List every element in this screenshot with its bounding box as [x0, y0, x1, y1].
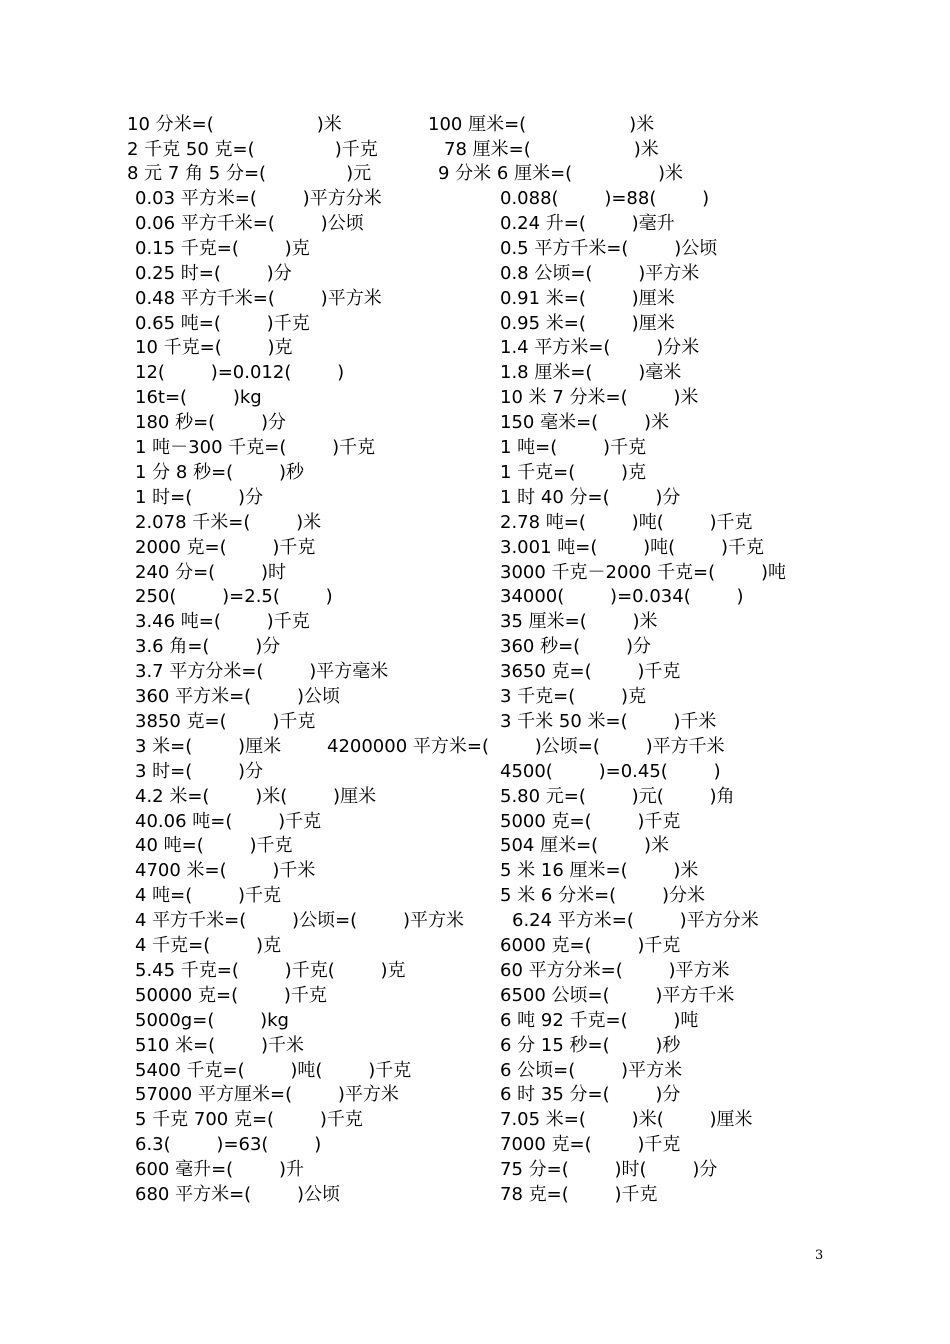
exercise-item: 240 分=( )时 [135, 562, 286, 583]
exercise-item: 2.78 吨=( )吨( )千克 [500, 512, 753, 533]
exercise-item: 75 分=( )时( )分 [500, 1159, 718, 1180]
exercise-item: 5 米 16 厘米=( )米 [500, 860, 699, 881]
exercise-item: 3000 千克－2000 千克=( )吨 [500, 562, 786, 583]
exercise-item: 3 时=( )分 [135, 761, 264, 782]
exercise-item: 5.80 元=( )元( )角 [500, 786, 735, 807]
exercise-item: 60 平方分米=( )平方米 [500, 960, 730, 981]
exercise-item: 6500 公顷=( )平方千米 [500, 985, 735, 1006]
exercise-item: 250( )=2.5( ) [135, 586, 333, 607]
exercise-item: 1 时=( )分 [135, 487, 264, 508]
exercise-item: 510 米=( )千米 [135, 1035, 304, 1056]
exercise-item: 4500( )=0.45( ) [500, 761, 721, 782]
exercise-item: 10 米 7 分米=( )米 [500, 387, 699, 408]
exercise-item: 5 米 6 分米=( )分米 [500, 885, 705, 906]
exercise-item: 360 秒=( )分 [500, 636, 651, 657]
exercise-item: 5000g=( )kg [135, 1010, 289, 1031]
exercise-item: 78 厘米=( )米 [444, 139, 659, 160]
exercise-item: 4700 米=( )千米 [135, 860, 316, 881]
exercise-item: 0.91 米=( )厘米 [500, 288, 675, 309]
exercise-item: 3.001 吨=( )吨( )千克 [500, 537, 764, 558]
exercise-item: 0.5 平方千米=( )公顷 [500, 238, 718, 259]
exercise-item: 6 时 35 分=( )分 [500, 1084, 681, 1105]
exercise-item: 35 厘米=( )米 [500, 611, 658, 632]
exercise-item: 3.7 平方分米=( )平方毫米 [135, 661, 389, 682]
exercise-item: 3.6 角=( )分 [135, 636, 281, 657]
exercise-item: 10 千克=( )克 [135, 337, 293, 358]
exercise-item: 2 千克 50 克=( )千克 [127, 139, 378, 160]
exercise-item: 4.2 米=( )米( )厘米 [135, 786, 377, 807]
exercise-item: 4 吨=( )千克 [135, 885, 282, 906]
exercise-item: 10 分米=( )米 [127, 114, 342, 135]
exercise-item: 680 平方米=( )公顷 [135, 1184, 340, 1205]
exercise-item: 40.06 吨=( )千克 [135, 811, 322, 832]
exercise-item: 7000 克=( )千克 [500, 1134, 681, 1155]
exercise-item: 6.24 平方米=( )平方分米 [512, 910, 759, 931]
exercise-item: 6000 克=( )千克 [500, 935, 681, 956]
exercise-item: 6.3( )=63( ) [135, 1134, 322, 1155]
exercise-item: 0.8 公顷=( )平方米 [500, 263, 700, 284]
exercise-item: 504 厘米=( )米 [500, 835, 669, 856]
exercise-item: 6 吨 92 千克=( )吨 [500, 1010, 699, 1031]
exercise-item: 4200000 平方米=( )公顷=( )平方千米 [327, 736, 725, 757]
exercise-item: 78 克=( )千克 [500, 1184, 658, 1205]
exercise-item: 1.4 平方米=( )分米 [500, 337, 700, 358]
exercise-item: 5 千克 700 克=( )千克 [135, 1109, 363, 1130]
exercise-item: 3850 克=( )千克 [135, 711, 316, 732]
exercise-item: 360 平方米=( )公顷 [135, 686, 340, 707]
exercise-item: 5400 千克=( )吨( )千克 [135, 1060, 412, 1081]
exercise-item: 50000 克=( )千克 [135, 985, 327, 1006]
exercise-item: 7.05 米=( )米( )厘米 [500, 1109, 753, 1130]
exercise-item: 0.088( )=88( ) [500, 188, 710, 209]
exercise-item: 9 分米 6 厘米=( )米 [438, 163, 684, 184]
exercise-item: 3650 克=( )千克 [500, 661, 681, 682]
exercise-item: 150 毫米=( )米 [500, 412, 669, 433]
exercise-item: 3 千米 50 米=( )千米 [500, 711, 717, 732]
exercise-item: 12( )=0.012( ) [135, 362, 345, 383]
exercise-item: 0.06 平方千米=( )公顷 [135, 213, 364, 234]
exercise-item: 1 吨－300 千克=( )千克 [135, 437, 376, 458]
exercise-item: 3 米=( )厘米 [135, 736, 282, 757]
exercise-item: 1 吨=( )千克 [500, 437, 647, 458]
exercise-item: 1 分 8 秒=( )秒 [135, 462, 304, 483]
exercise-item: 4 平方千米=( )公顷=( )平方米 [135, 910, 464, 931]
exercise-item: 3.46 吨=( )千克 [135, 611, 310, 632]
exercise-item: 57000 平方厘米=( )平方米 [135, 1084, 399, 1105]
exercise-item: 2.078 千米=( )米 [135, 512, 322, 533]
exercise-item: 34000( )=0.034( ) [500, 586, 744, 607]
exercise-item: 1.8 厘米=( )毫米 [500, 362, 682, 383]
exercise-item: 2000 克=( )千克 [135, 537, 316, 558]
exercise-item: 6 公顷=( )平方米 [500, 1060, 683, 1081]
exercise-item: 1 千克=( )克 [500, 462, 647, 483]
exercise-item: 180 秒=( )分 [135, 412, 286, 433]
exercise-item: 100 厘米=( )米 [428, 114, 655, 135]
exercise-item: 6 分 15 秒=( )秒 [500, 1035, 681, 1056]
exercise-item: 0.15 千克=( )克 [135, 238, 310, 259]
exercise-item: 0.03 平方米=( )平方分米 [135, 188, 382, 209]
exercise-item: 40 吨=( )千克 [135, 835, 293, 856]
exercise-item: 16t=( )kg [135, 387, 262, 408]
exercise-item: 5000 克=( )千克 [500, 811, 681, 832]
exercise-item: 1 时 40 分=( )分 [500, 487, 681, 508]
exercise-item: 600 毫升=( )升 [135, 1159, 304, 1180]
page-number: 3 [815, 1248, 824, 1263]
exercise-item: 0.95 米=( )厘米 [500, 313, 675, 334]
exercise-item: 3 千克=( )克 [500, 686, 647, 707]
exercise-item: 4 千克=( )克 [135, 935, 282, 956]
exercise-item: 0.65 吨=( )千克 [135, 313, 310, 334]
exercise-item: 0.48 平方千米=( )平方米 [135, 288, 382, 309]
exercise-item: 0.24 升=( )毫升 [500, 213, 675, 234]
exercise-item: 5.45 千克=( )千克( )克 [135, 960, 406, 981]
exercise-item: 8 元 7 角 5 分=( )元 [127, 163, 372, 184]
exercise-item: 0.25 时=( )分 [135, 263, 292, 284]
